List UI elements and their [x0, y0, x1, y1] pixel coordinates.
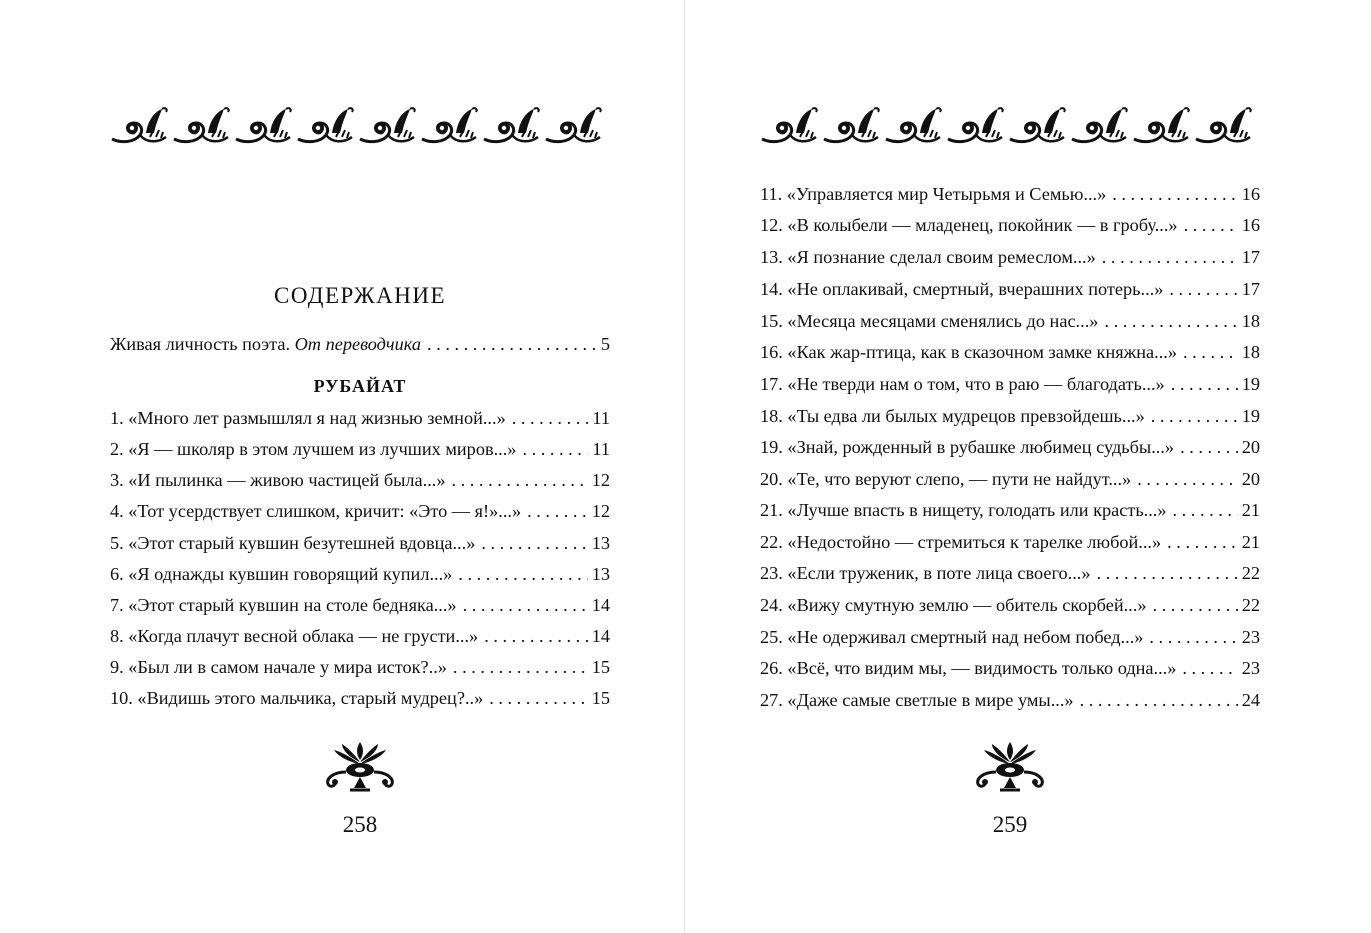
leader-dots	[1184, 214, 1238, 236]
leader-dots	[427, 333, 597, 355]
toc-page-number: 15	[591, 657, 610, 677]
toc-entry: 18. «Ты едва ли былых мудрецов превзойдешь...» . . . 19	[760, 405, 1260, 427]
leader-dots	[1097, 562, 1238, 584]
toc-page-number: 12	[591, 470, 610, 490]
toc-page-number: 20	[1241, 437, 1260, 457]
toc-intro-line	[110, 333, 610, 355]
palmette-ornament	[320, 738, 400, 794]
leader-dots	[489, 687, 587, 709]
toc-entry: 10. «Видишь этого мальчика, старый мудрец?..» . . . 15	[110, 687, 610, 709]
toc-entry: 16. «Как жар-птица, как в сказочном замке княжна...» . . . 18	[760, 341, 1260, 363]
toc-entry: 27. «Даже самые светлые в мире умы...» . . . 24	[760, 689, 1260, 711]
toc-page-number: 11	[592, 408, 610, 428]
leader-dots	[1104, 310, 1237, 332]
toc-intro-italic: От переводчика	[294, 334, 422, 354]
toc-page-number: 22	[1241, 563, 1260, 583]
toc-entry: 11. «Управляется мир Четырьмя и Семью...» . . . 16	[760, 183, 1260, 205]
toc-entry: 8. «Когда плачут весной облака — не грусти...» . . . 14	[110, 625, 610, 647]
leader-dots	[1152, 594, 1237, 616]
toc-page-number: 23	[1241, 658, 1260, 678]
page-number: 259	[992, 812, 1028, 837]
toc-page-number: 24	[1241, 690, 1260, 710]
leader-dots	[463, 594, 588, 616]
leader-dots	[481, 532, 587, 554]
section-heading: РУБАЙАТ	[313, 376, 407, 396]
toc-entry: 6. «Я однажды кувшин говорящий купил...» . . . 13	[110, 563, 610, 585]
toc-page-number: 13	[591, 564, 610, 584]
toc-entry: 15. «Месяца месяцами сменялись до нас...» . . . 18	[760, 310, 1260, 332]
toc-page-number: 19	[1241, 406, 1260, 426]
leader-dots	[1151, 405, 1238, 427]
toc-page-number: 17	[1241, 279, 1260, 299]
toc-entry: 22. «Недостойно — стремиться к тарелке любой...» . . . 21	[760, 531, 1260, 553]
toc-entry: 5. «Этот старый кувшин безутешней вдовца...» . . . 13	[110, 532, 610, 554]
leader-dots	[1169, 278, 1237, 300]
toc-entry: 4. «Тот усердствует слишком, кричит: «Это — я!»...» . . . 12	[110, 500, 610, 522]
toc-entry: 17. «Не тверди нам о том, что в раю — благодать...» . . . 19	[760, 373, 1260, 395]
toc-page-number: 5	[600, 334, 610, 354]
toc-page-number: 21	[1241, 500, 1260, 520]
leader-dots	[453, 656, 588, 678]
toc-page-number: 14	[591, 626, 610, 646]
leader-dots	[1149, 626, 1237, 648]
toc-page-number: 18	[1241, 342, 1260, 362]
page-number: 258	[342, 812, 378, 837]
leader-dots	[452, 469, 588, 491]
toc-entry: 1. «Много лет размышлял я над жизнью земной...» . . . 11	[110, 407, 610, 429]
toc-entry: 26. «Всё, что видим мы, — видимость только одна...» . . . 23	[760, 657, 1260, 679]
toc-page-number: 13	[591, 533, 610, 553]
toc-intro-text: Живая личность поэта.	[110, 334, 295, 354]
leader-dots	[512, 407, 589, 429]
toc-entry: 2. «Я — школяр в этом лучшем из лучших миров...» . . . 11	[110, 438, 610, 460]
leader-dots	[1171, 373, 1238, 395]
toc-page-number: 22	[1241, 595, 1260, 615]
toc-entry: 19. «Знай, рожденный в рубашке любимец судьбы...» . . . 20	[760, 436, 1260, 458]
leader-dots	[1137, 468, 1238, 490]
right-page	[686, 0, 1371, 933]
toc-entry: 12. «В колыбели — младенец, покойник — в гробу...» . . . 16	[760, 214, 1260, 236]
toc-page-number: 15	[591, 688, 610, 708]
toc-page-number: 16	[1241, 215, 1260, 235]
leader-dots	[458, 563, 587, 585]
header-border-ornament	[760, 103, 1260, 153]
toc-entry: 3. «И пылинка — живою частицей была...» . . . 12	[110, 469, 610, 491]
toc-page-number: 21	[1241, 532, 1260, 552]
toc-entry: 7. «Этот старый кувшин на столе бедняка...» . . . 14	[110, 594, 610, 616]
toc-entry: 21. «Лучше впасть в нищету, голодать или красть...» . . . 21	[760, 499, 1260, 521]
leader-dots	[484, 625, 588, 647]
toc-entry: 24. «Вижу смутную землю — обитель скорбей...» . . . 22	[760, 594, 1260, 616]
toc-page-number: 19	[1241, 374, 1260, 394]
leader-dots	[1182, 657, 1237, 679]
page-title: СОДЕРЖАНИЕ	[273, 283, 446, 308]
toc-page-number: 23	[1241, 627, 1260, 647]
toc-page-number: 14	[591, 595, 610, 615]
toc-entry: 20. «Те, что веруют слепо, — пути не найдут...» . . . 20	[760, 468, 1260, 490]
toc-page-number: 12	[591, 501, 610, 521]
leader-dots	[527, 500, 588, 522]
leader-dots	[1112, 183, 1237, 205]
palmette-ornament	[970, 738, 1050, 794]
leader-dots	[1180, 436, 1238, 458]
toc-page-number: 20	[1241, 469, 1260, 489]
leader-dots	[1080, 689, 1238, 711]
left-page	[0, 0, 685, 933]
toc-entry: 25. «Не одерживал смертный над небом побед...» . . . 23	[760, 626, 1260, 648]
toc-entry: 9. «Был ли в самом начале у мира исток?..» . . . 15	[110, 656, 610, 678]
toc-entry: 23. «Если труженик, в поте лица своего...» . . . 22	[760, 562, 1260, 584]
toc-page-number: 17	[1241, 247, 1260, 267]
toc-page-number: 11	[592, 439, 610, 459]
toc-page-number: 16	[1241, 184, 1260, 204]
toc-page-number: 18	[1241, 311, 1260, 331]
header-border-ornament	[110, 103, 610, 153]
leader-dots	[1167, 531, 1238, 553]
toc-entry: 13. «Я познание сделал своим ремеслом...» . . . 17	[760, 246, 1260, 268]
leader-dots	[1173, 499, 1238, 521]
leader-dots	[1102, 246, 1238, 268]
toc-entry: 14. «Не оплакивай, смертный, вчерашних потерь...» . . . 17	[760, 278, 1260, 300]
leader-dots	[1183, 341, 1238, 363]
leader-dots	[522, 438, 588, 460]
